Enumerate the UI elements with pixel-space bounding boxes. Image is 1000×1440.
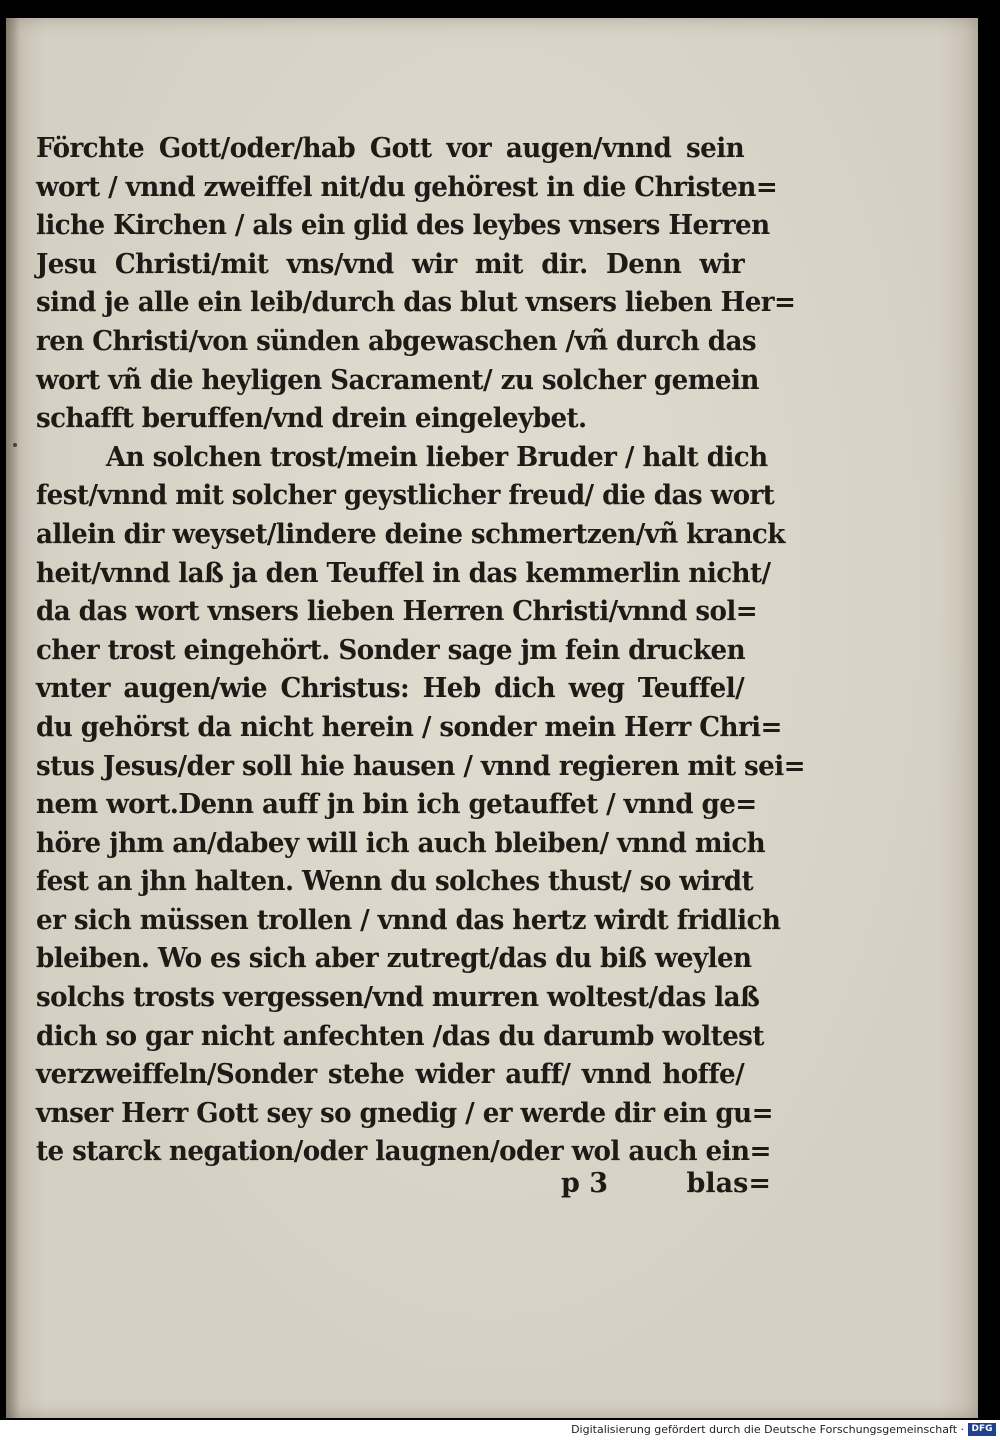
text-line: wort / vnnd zweiffel nit/du gehörest in die Christen= — [36, 171, 778, 203]
credit-bar — [0, 1420, 1000, 1440]
signature-mark: p 3 — [561, 1168, 609, 1199]
text-line: solchs trosts vergessen/vnd murren woltest/das laß — [36, 982, 760, 1014]
text-line: fest/vnnd mit solcher geystlicher freud/ die das wort — [36, 480, 775, 512]
text-line: te starck negation/oder laugnen/oder wol auch ein= — [36, 1136, 771, 1168]
spine-shadow — [6, 18, 20, 1418]
text-line: er sich müssen trollen / vnnd das hertz wirdt fridlich — [36, 904, 781, 936]
page-text — [36, 130, 805, 1172]
text-line: sind je alle ein leib/durch das blut vnsers lieben Her= — [36, 287, 796, 319]
catchword: blas= — [686, 1168, 771, 1199]
text-line: fest an jhn halten. Wenn du solches thust/ so wirdt — [36, 866, 754, 898]
book-page — [6, 18, 978, 1418]
text-line: Jesu Christi/mit vns/vnd wir mit dir. Denn wir — [36, 248, 745, 280]
margin-mark — [13, 443, 17, 447]
text-line: heit/vnnd laß ja den Teuffel in das kemmerlin nicht/ — [36, 557, 771, 589]
text-line: vnter augen/wie Christus: Heb dich weg Teuffel/ — [36, 673, 745, 705]
text-line: vnser Herr Gott sey so gnedig / er werde dir ein gu= — [36, 1097, 773, 1129]
text-line-paragraph-start: An solchen trost/mein lieber Bruder / halt dich — [105, 441, 768, 473]
text-line: Förchte Gott/oder/hab Gott vor augen/vnnd sein — [36, 133, 745, 164]
text-line: liche Kirchen / als ein glid des leybes vnsers Herren — [36, 210, 770, 242]
text-line: schafft beruffen/vnd drein eingeleybet. — [36, 403, 587, 435]
page-footer — [36, 1168, 771, 1208]
funding-credit: Digitalisierung gefördert durch die Deutsche Forschungsgemeinschaft · — [571, 1423, 964, 1436]
text-line: da das wort vnsers lieben Herren Christi/vnnd sol= — [36, 596, 758, 628]
text-line: du gehörst da nicht herein / sonder mein Herr Chri= — [36, 711, 782, 743]
text-line: wort vñ die heyligen Sacrament/ zu solcher gemein — [36, 364, 759, 396]
text-line: allein dir weyset/lindere deine schmertzen/vñ kranck — [36, 518, 785, 550]
text-line: dich so gar nicht anfechten /das du darumb woltest — [36, 1020, 764, 1052]
dfg-logo: DFG — [968, 1423, 996, 1436]
text-line: verzweiffeln/Sonder stehe wider auff/ vnnd hoffe/ — [36, 1059, 745, 1091]
text-line: bleiben. Wo es sich aber zutregt/das du biß weylen — [36, 943, 752, 975]
text-line: nem wort.Denn auff jn bin ich getauffet / vnnd ge= — [36, 789, 757, 821]
text-line: höre jhm an/dabey will ich auch bleiben/ vnnd mich — [36, 827, 766, 859]
text-line: ren Christi/von sünden abgewaschen /vñ durch das — [36, 325, 757, 357]
text-line: stus Jesus/der soll hie hausen / vnnd regieren mit sei= — [36, 750, 805, 782]
text-line: cher trost eingehört. Sonder sage jm fein drucken — [36, 634, 746, 666]
